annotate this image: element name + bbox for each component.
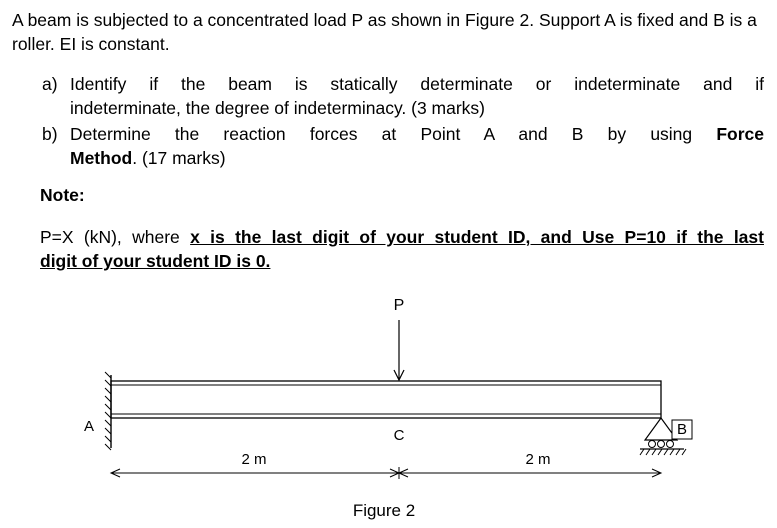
point-label-a: A xyxy=(83,418,95,435)
span-label-right: 2 m xyxy=(525,451,551,468)
load-definition-emph-1: x is the last digit of your student ID, and Use P=10 if the last xyxy=(190,227,764,247)
problem-intro: A beam is subjected to a concentrated load P as shown in Figure 2. Support A is fixed and B is a roller. EI is constant. xyxy=(12,10,757,54)
load-definition-plain: P=X (kN), where xyxy=(40,227,191,247)
question-b-marker: b) xyxy=(42,124,58,144)
question-b-line2-bold: Method xyxy=(70,148,133,168)
beam xyxy=(111,381,661,418)
point-label-b: B xyxy=(676,421,688,438)
question-b-line1-bold: Force xyxy=(716,124,764,144)
load-definition-emph-2: digit of your student ID is 0. xyxy=(40,251,271,271)
question-a-line1: Identify if the beam is statically determinate or indeterminate and if xyxy=(70,74,764,94)
note-heading: Note: xyxy=(40,185,85,205)
question-a-line2: indeterminate, the degree of indeterminacy. (3 marks) xyxy=(70,98,486,118)
figure-caption: Figure 2 xyxy=(352,501,416,520)
span-label-left: 2 m xyxy=(241,451,267,468)
question-a-marker: a) xyxy=(42,74,58,94)
question-b-line1-plain: Determine the reaction forces at Point A and B by using xyxy=(70,124,717,144)
load-label-p: P xyxy=(393,297,405,314)
question-b-line2-plain: . (17 marks) xyxy=(132,148,226,168)
point-label-c: C xyxy=(393,427,405,444)
dimension-line xyxy=(111,467,661,479)
fixed-support-a xyxy=(105,372,111,450)
load-arrow-p xyxy=(394,320,404,380)
